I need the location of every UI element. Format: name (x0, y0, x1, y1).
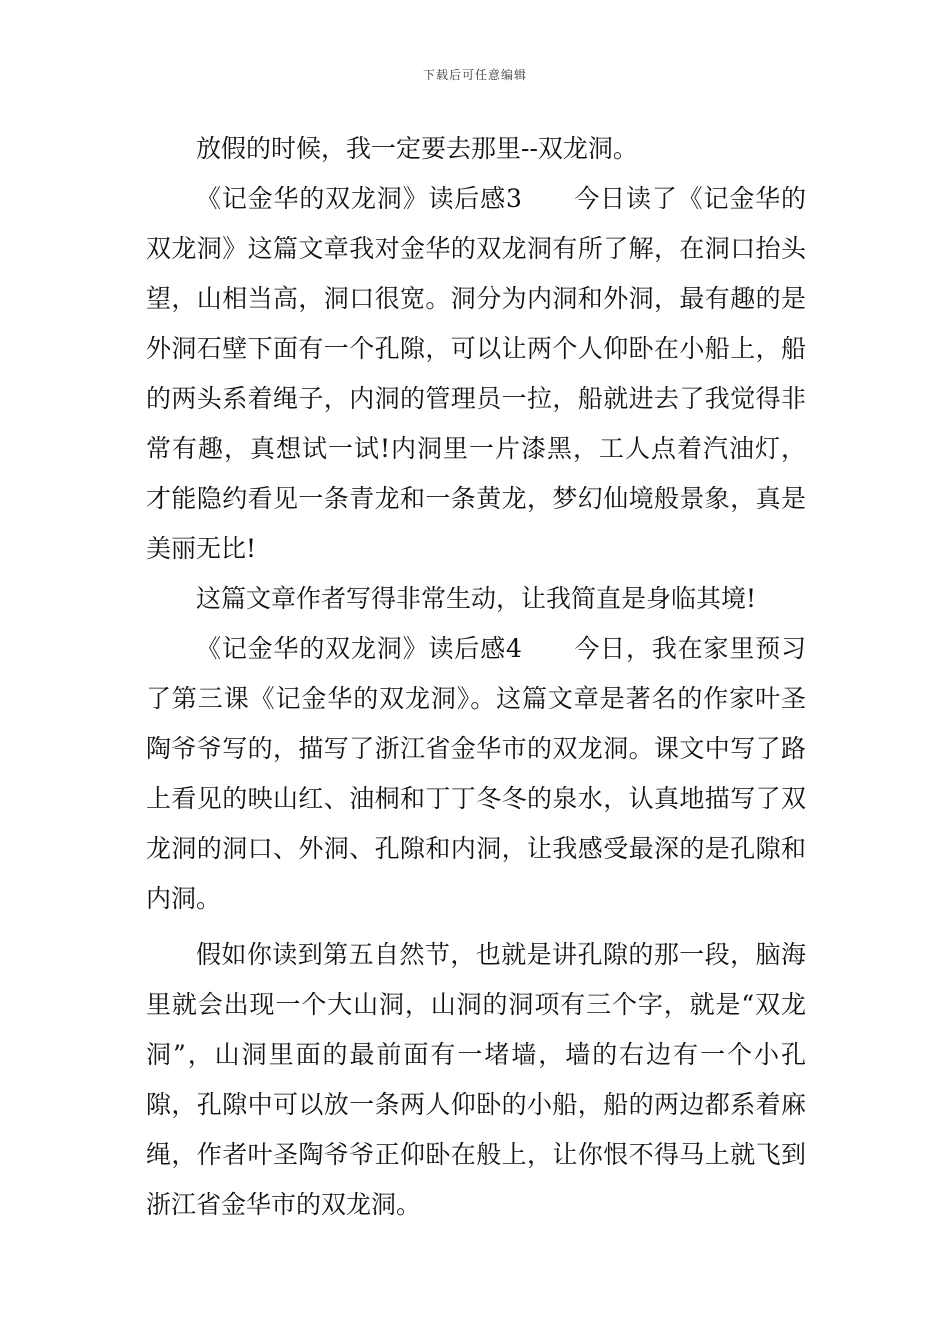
paragraph-5: 假如你读到第五自然节，也就是讲孔隙的那一段，脑海里就会出现一个大山洞，山洞的洞项有三个字，就是“双龙洞”，山洞里面的最前面有一堵墙，墙的右边有一个小孔隙，孔隙中可以放一条两人仰卧的小船，船的两边都系着麻绳，作者叶圣陶爷爷正仰卧在般上，让你恨不得马上就飞到浙江省金华市的双龙洞。 (146, 940, 806, 1219)
paragraph-4: 《记金华的双龙洞》读后感4 今日，我在家里预习了第三课《记金华的双龙洞》。这篇文章是著名的作家叶圣陶爷爷写的，描写了浙江省金华市的双龙洞。课文中写了路上看见的映山红、油桐和丁丁冬冬的泉水，认真地描写了双龙洞的洞口、外洞、孔隙和内洞，让我感受最深的是孔隙和内洞。 (146, 634, 806, 913)
paragraph-3: 这篇文章作者写得非常生动，让我简直是身临其境! (196, 584, 757, 613)
paragraph-2: 《记金华的双龙洞》读后感3 今日读了《记金华的双龙洞》这篇文章我对金华的双龙洞有所了解，在洞口抬头望，山相当高，洞口很宽。洞分为内洞和外洞，最有趣的是外洞石壁下面有一个孔隙，可以让两个人仰卧在小船上，船的两头系着绳子，内洞的管理员一拉，船就进去了我觉得非常有趣，真想试一试!内洞里一片漆黑，工人点着汽油灯，才能隐约看见一条青龙和一条黄龙，梦幻仙境般景象，真是美丽无比! (146, 184, 806, 563)
paragraph-1: 放假的时候，我一定要去那里--双龙洞。 (196, 134, 638, 163)
document-body (146, 124, 806, 1230)
header-note: 下载后可任意编辑 (422, 68, 527, 82)
